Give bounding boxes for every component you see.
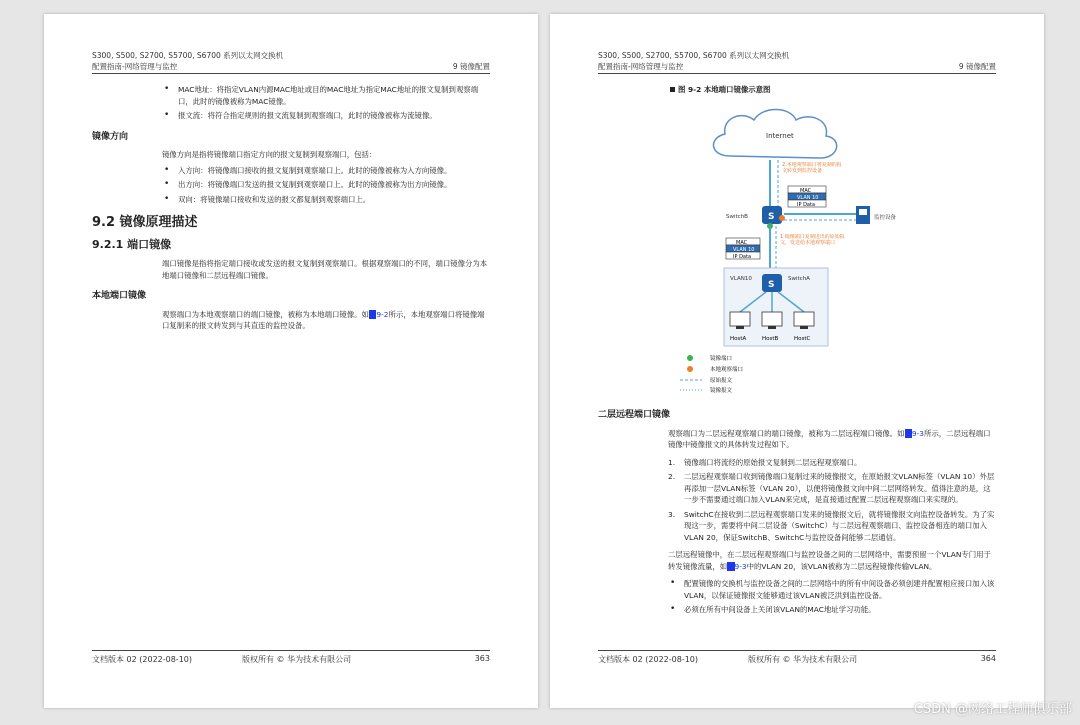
- footer-version: 文档版本 02 (2022-08-10): [92, 655, 192, 664]
- pkt-vlan: VLAN 10: [733, 247, 755, 253]
- header-guide: 配置指南-网络管理与监控: [598, 62, 684, 71]
- figure-title: [598, 84, 996, 96]
- figure-link[interactable]: 图: [368, 309, 377, 319]
- paragraph: [598, 428, 996, 451]
- text-run: 所示，本地观察端口将镜像端口复制来的报文转发到与其直连的监控设备。: [162, 309, 485, 330]
- figure-diagram: [670, 98, 920, 398]
- figure-link-number[interactable]: 9-3: [911, 428, 924, 438]
- legend-original: 原始报文: [710, 378, 733, 384]
- list-item: • 入方向：将镜像端口接收的报文复制到观察端口上。此时的镜像被称为入方向镜像。: [92, 165, 490, 177]
- page-header: [92, 50, 490, 74]
- page-footer: [598, 650, 996, 664]
- list-item: • MAC地址：将指定VLAN内源MAC地址或目的MAC地址为指定MAC地址的报文复制到观察端口，此时的镜像被称为MAC镜像。: [92, 84, 490, 107]
- step-text: 镜像端口将流经的原始报文复制到二层远程观察端口。: [684, 457, 862, 467]
- legend-observe-port: 本地观察端口: [710, 367, 744, 373]
- section-heading: 本地端口镜像: [92, 291, 147, 301]
- svg-text:S: S: [768, 280, 775, 290]
- figure-link-number[interactable]: 9-2: [376, 309, 389, 319]
- text-run: 二层远程镜像中，在二层远程观察端口与监控设备之间的二层网络中，需要预留一个VLAN专门用于转发镜像流量，如: [668, 550, 991, 571]
- footer-copyright: 版权所有 © 华为技术有限公司: [748, 655, 858, 664]
- step-text: 二层远程观察端口收到镜像端口复制过来的镜像报文，在原始报文VLAN标签（VLAN 10）外层再添加一层VLAN标签（VLAN 20），以便将镜像报文向中间二层网络转发。值得注意的是，这一步不需要通过端口加入VLAN来完成，是直接通过配置二层远程观察端口来实现的。: [684, 472, 995, 504]
- legend-orange-dot: [687, 366, 693, 372]
- figure-link[interactable]: 图: [727, 561, 735, 571]
- header-chapter: 9 镜像配置: [958, 62, 996, 71]
- header-chapter: 9 镜像配置: [452, 62, 490, 71]
- document-page-left: [44, 14, 538, 708]
- section-l2-remote: [598, 410, 996, 619]
- subsection-title: 9.2.1 端口镜像: [92, 237, 172, 251]
- header-product: S300, S500, S2700, S5700, S6700 系列以太网交换机: [92, 51, 284, 60]
- packet-stack-left: [726, 238, 760, 260]
- packet-stack-top: [788, 186, 826, 208]
- annotation-forward: 2.本地观察端口将复制的报文转发到监控设备: [782, 162, 842, 174]
- text-run: 所示，二层远程端口镜像中镜像报文的具体转发过程如下。: [668, 428, 991, 449]
- pkt-mac: MAC: [800, 188, 812, 194]
- page-body: [92, 84, 490, 332]
- pkt-ip: IP Data: [797, 202, 816, 208]
- page-header: [598, 50, 996, 74]
- text-run: 观察端口为二层远程观察端口的端口镜像，被称为二层远程端口镜像。如: [668, 428, 905, 438]
- watermark: CSDN @网络工程师俱乐部: [913, 702, 1072, 717]
- pkt-vlan: VLAN 10: [797, 195, 819, 201]
- list-item: • 配置镜像的交换机与监控设备之间的二层网络中的所有中间设备必须创建并配置相应接口加入该VLAN，以保证镜像报文能够通过该VLAN被泛洪到监控设备。: [598, 578, 996, 601]
- text-run: 观察端口为本地观察端口的端口镜像，被称为本地端口镜像。如: [162, 309, 369, 319]
- figure-link[interactable]: 图: [904, 428, 912, 438]
- list-item: [598, 457, 996, 469]
- footer-copyright: 版权所有 © 华为技术有限公司: [242, 655, 352, 664]
- page-footer: [92, 650, 490, 664]
- list-item: [598, 509, 996, 544]
- list-item: • 必须在所有中间设备上关闭该VLAN的MAC地址学习功能。: [598, 604, 996, 616]
- step-number: 2.: [668, 472, 676, 481]
- text-run: 中的VLAN 20，该VLAN被称为二层远程镜像传输VLAN。: [746, 561, 937, 571]
- header-guide: 配置指南-网络管理与监控: [92, 62, 178, 71]
- pkt-mac: MAC: [736, 240, 748, 246]
- step-number: 1.: [668, 457, 676, 467]
- footer-page-number: 364: [980, 654, 996, 663]
- list-item: • 出方向：将镜像端口发送的报文复制到观察端口上。此时的镜像被称为出方向镜像。: [92, 179, 490, 191]
- legend-mirror-pkt: 镜像报文: [710, 388, 733, 394]
- section-heading: 镜像方向: [92, 131, 129, 142]
- paragraph: [92, 309, 490, 332]
- list-item: • 双向：将镜像端口接收和发送的报文都复制到观察端口上。: [92, 194, 490, 206]
- footer-version: 文档版本 02 (2022-08-10): [598, 655, 698, 664]
- paragraph: [598, 549, 996, 572]
- internet-label: Internet: [766, 132, 794, 140]
- page-body: [598, 84, 996, 614]
- switch-a-label: SwitchA: [788, 276, 810, 282]
- monitor-label: 监控设备: [874, 215, 897, 221]
- section-title: 9.2 镜像原理描述: [92, 215, 198, 230]
- footer-page-number: 363: [474, 654, 490, 663]
- figure-link-number[interactable]: 9-3: [734, 561, 747, 571]
- svg-text:S: S: [768, 212, 775, 222]
- legend-mirror-port: 镜像端口: [710, 356, 733, 362]
- list-item: [598, 471, 996, 506]
- figure-title-text: 图 9-2 本地端口镜像示意图: [678, 85, 771, 94]
- paragraph: 端口镜像是指将指定端口接收或发送的报文复制到观察端口。根据观察端口的不同，端口镜像分为本地端口镜像和二层远程端口镜像。: [162, 259, 488, 280]
- paragraph: 镜像方向是指将镜像端口指定方向的报文复制到观察端口，包括：: [162, 150, 377, 159]
- switch-b-label: SwitchB: [726, 214, 748, 220]
- monitor-screen: [859, 209, 867, 215]
- pkt-ip: IP Data: [733, 254, 752, 260]
- host-c-label: HostC: [794, 336, 811, 342]
- annotation-copy: 1.镜像端口复制进出的原始报文，发送给本地观察端口: [780, 234, 845, 246]
- document-page-right: [550, 14, 1044, 708]
- legend-green-dot: [687, 355, 693, 361]
- vlan10-label: VLAN10: [730, 276, 752, 282]
- host-a-label: HostA: [730, 336, 747, 342]
- step-text: SwitchC在接收到二层远程观察端口发来的镜像报文后，就将镜像报文向监控设备转发。为了实现这一步，需要将中间二层设备（SwitchC）与二层远程观察端口、监控设备相连的端口加入VLAN 20，保证SwitchB、SwitchC与监控设备间能够二层通信。: [684, 509, 995, 542]
- step-number: 3.: [668, 509, 676, 519]
- header-product: S300, S500, S2700, S5700, S6700 系列以太网交换机: [598, 51, 790, 60]
- host-b-label: HostB: [762, 336, 779, 342]
- section-heading: 二层远程端口镜像: [598, 410, 671, 420]
- list-item: • 报文流：将符合指定规则的报文流复制到观察端口，此时的镜像被称为流镜像。: [92, 110, 490, 122]
